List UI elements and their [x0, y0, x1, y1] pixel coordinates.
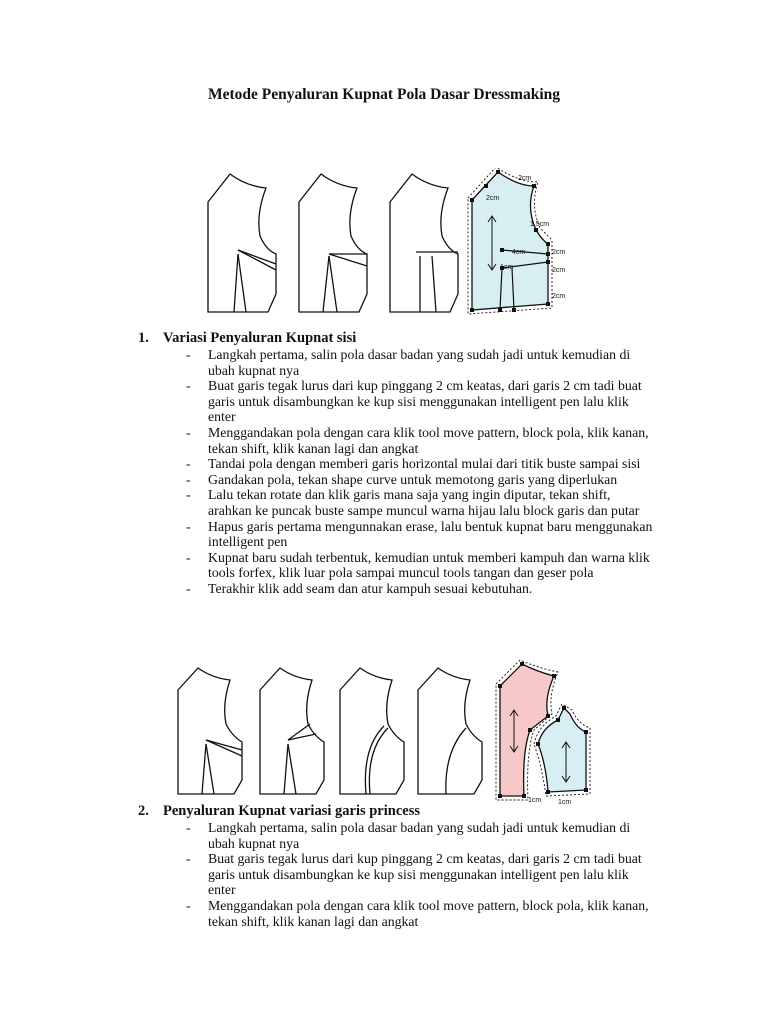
pattern-piece-2 — [299, 174, 367, 312]
pattern-piece-3 — [390, 174, 458, 312]
list-item: - Buat garis tegak lurus dari kup pinggang 2 cm keatas, dari garis 2 cm tadi buat garis untuk disambungkan ke kup sisi menggunakan intelligent pen lalu klik enter — [186, 851, 642, 898]
fig1-label-4: 2cm — [552, 249, 566, 256]
section-2-title: Penyaluran Kupnat variasi garis princess — [163, 803, 420, 819]
list-item: - Menggandakan pola dengan cara klik tool move pattern, block pola, klik kanan, tekan shift, klik kanan lagi dan angkat — [186, 424, 649, 456]
list-item: - Buat garis tegak lurus dari kup pinggang 2 cm keatas, dari garis 2 cm tadi buat garis untuk disambungkan ke kup sisi menggunakan intelligent pen lalu klik enter — [186, 378, 642, 425]
section-2-number: 2. — [138, 803, 149, 819]
list-item: - Kupnat baru sudah terbentuk, kemudian untuk memberi kampuh dan warna klik tools forfex, klik luar pola sampai muncul tools tangan dan geser pola — [186, 549, 650, 581]
measurement-labels — [528, 797, 571, 806]
pattern-piece-1 — [208, 174, 276, 312]
section-1-steps — [186, 347, 656, 597]
list-item: - Terakhir klik add seam dan atur kampuh sesuai kebutuhan. — [186, 580, 533, 596]
fig1-label-1: 2cm — [486, 195, 500, 202]
pattern-piece-1 — [178, 668, 242, 794]
section-2-steps — [186, 820, 656, 929]
section-1-number: 1. — [138, 330, 149, 346]
pattern-piece-4-colored — [468, 168, 552, 314]
fig1-label-5: 1cm — [500, 264, 514, 271]
list-item: - Gandakan pola, tekan shape curve untuk memotong garis yang diperlukan — [186, 471, 618, 487]
pattern-piece-3 — [340, 668, 404, 794]
pattern-piece-2 — [260, 668, 324, 794]
document-title: Metode Penyaluran Kupnat Pola Dasar Dressmaking — [207, 86, 561, 103]
fig1-label-3: 4cm — [512, 249, 526, 256]
list-item: - Hapus garis pertama mengunnakan erase, lalu bentuk kupnat baru menggunakan intelligent pen — [186, 518, 653, 550]
fig2-label-0: 1cm — [528, 797, 542, 804]
fig1-label-6: 2cm — [552, 267, 566, 274]
fig1-label-2: 1,5cm — [530, 221, 550, 228]
list-item: - Lalu tekan rotate dan klik garis mana saja yang ingin diputar, tekan shift, arahkan ke puncak buste sampe muncul warna hijau lalu block garis dan putar — [186, 487, 640, 518]
list-item: - Menggandakan pola dengan cara klik tool move pattern, block pola, klik kanan, tekan shift, klik kanan lagi dan angkat — [186, 897, 649, 929]
figure-side-dart-patterns — [200, 168, 580, 320]
section-1-title: Variasi Penyaluran Kupnat sisi — [163, 330, 357, 346]
fig2-label-1: 1cm — [558, 799, 572, 806]
pattern-piece-4 — [418, 668, 482, 794]
fig1-label-0: 2cm — [518, 175, 532, 182]
list-item: - Tandai pola dengan memberi garis horizontal mulai dari titik buste sampai sisi — [186, 456, 641, 472]
section-2-heading — [138, 803, 420, 820]
fig1-label-7: 2cm — [552, 293, 566, 300]
section-1-heading — [138, 330, 356, 347]
list-item: - Langkah pertama, salin pola dasar badan yang sudah jadi untuk kemudian di ubah kupnat nya — [186, 820, 631, 851]
figure-princess-line-patterns — [170, 660, 600, 806]
list-item: - Langkah pertama, salin pola dasar badan yang sudah jadi untuk kemudian di ubah kupnat nya — [186, 347, 631, 378]
